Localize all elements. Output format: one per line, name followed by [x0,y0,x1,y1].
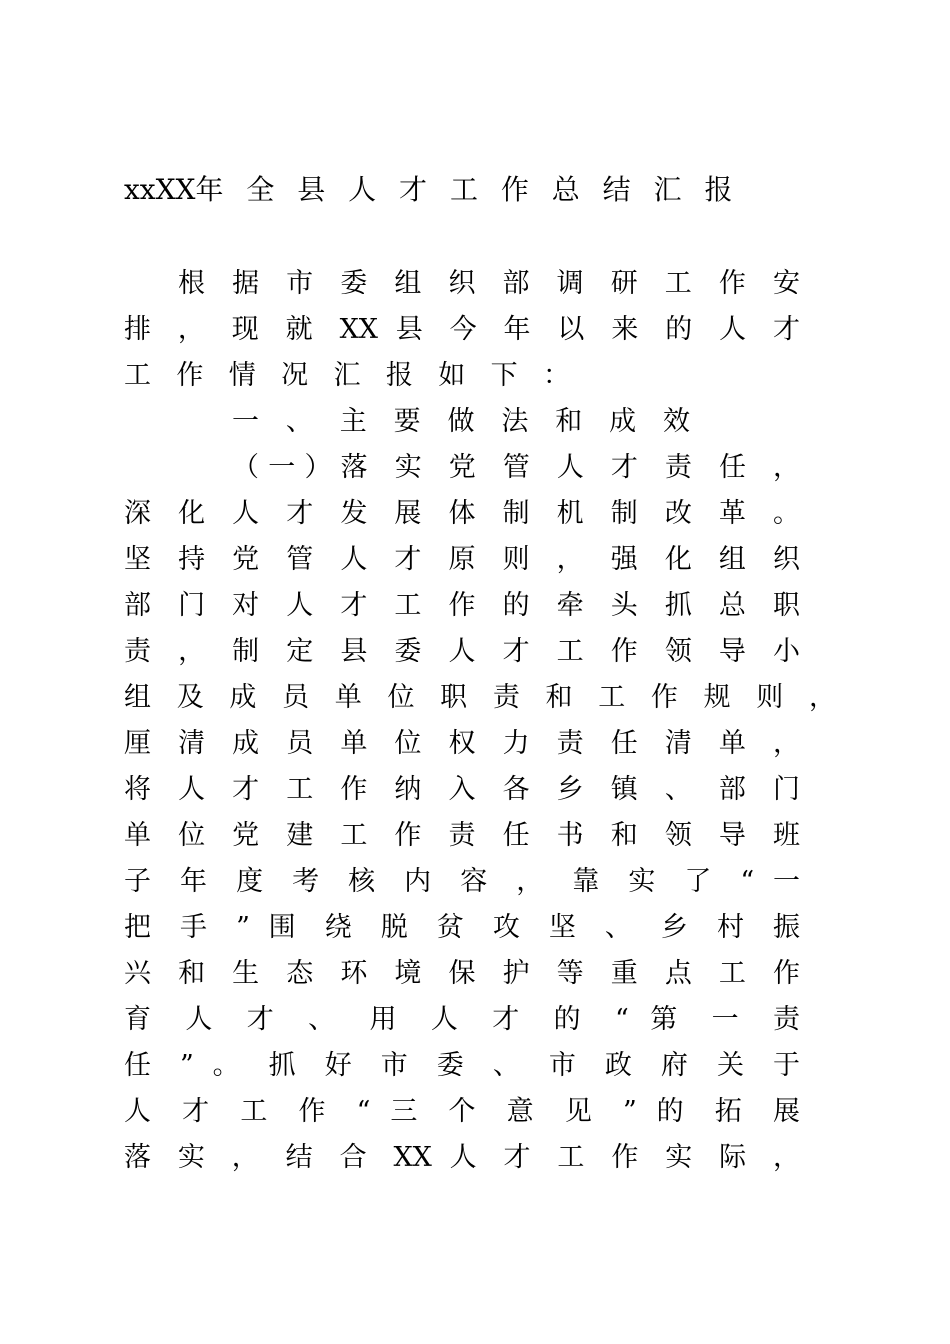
body-line: 组 及 成 员 单 位 职 责 和 工 作 规 则 ， [124,682,836,713]
document-title: xxXX年 全 县 人 才 工 作 总 结 汇 报 [124,173,733,206]
body-line: 落 实 ， 结 合 XX 人 才 工 作 实 际 ， [124,1142,800,1173]
section-heading: 一 、 主 要 做 法 和 成 效 [232,406,690,437]
body-line: 兴 和 生 态 环 境 保 护 等 重 点 工 作 [124,958,800,989]
body-line: 子 年 度 考 核 内 容 ， 靠 实 了 “ 一 [124,866,800,897]
body-line: 部 门 对 人 才 工 作 的 牵 头 抓 总 职 [124,590,800,621]
body-line: 责 ， 制 定 县 委 人 才 工 作 领 导 小 [124,636,800,667]
body-line: 将 人 才 工 作 纳 入 各 乡 镇 、 部 门 [124,774,800,805]
body-line: 人 才 工 作 “ 三 个 意 见 ” 的 拓 展 [124,1096,800,1127]
body-line: 工 作 情 况 汇 报 如 下 ： [124,360,570,391]
body-line: 深 化 人 才 发 展 体 制 机 制 改 革 。 [124,498,800,529]
body-line: 坚 持 党 管 人 才 原 则 ， 强 化 组 织 [124,544,800,575]
body-line: 把 手 ” 围 绕 脱 贫 攻 坚 、 乡 村 振 [124,912,800,943]
body-line: 育 人 才 、 用 人 才 的 “ 第 一 责 [124,1004,800,1035]
body-line: 单 位 党 建 工 作 责 任 书 和 领 导 班 [124,820,800,851]
body-line: 根 据 市 委 组 织 部 调 研 工 作 安 [178,268,800,299]
body-line: 厘 清 成 员 单 位 权 力 责 任 清 单 ， [124,728,800,759]
subsection-heading: （一）落 实 党 管 人 才 责 任 ， [232,452,800,483]
body-line: 排 ， 现 就 XX 县 今 年 以 来 的 人 才 [124,314,800,345]
body-line: 任 ” 。 抓 好 市 委 、 市 政 府 关 于 [124,1050,800,1081]
